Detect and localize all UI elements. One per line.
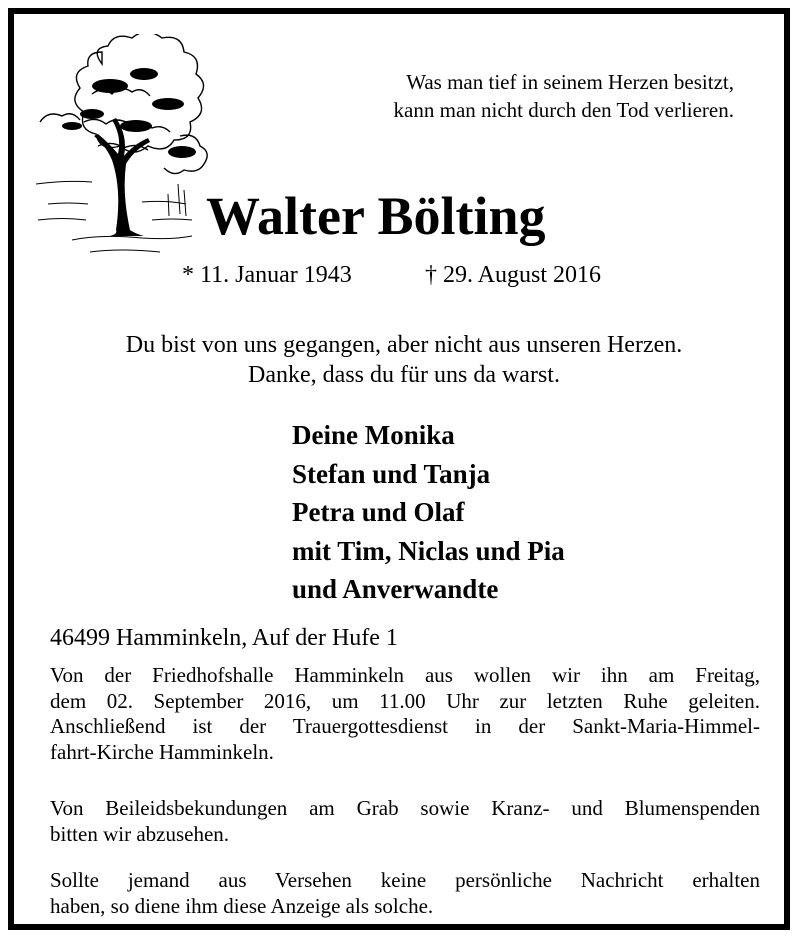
birth-date: * 11. Januar 1943 bbox=[182, 262, 352, 288]
text-line: dem 02. September 2016, um 11.00 Uhr zur letzten Ruhe geleiten. bbox=[50, 688, 760, 713]
farewell-message bbox=[54, 330, 754, 390]
tree-icon bbox=[32, 34, 222, 264]
notification-paragraph bbox=[50, 868, 760, 919]
funeral-info-paragraph bbox=[50, 663, 760, 765]
mourner-line: Deine Monika bbox=[292, 420, 455, 450]
farewell-line: Du bist von uns gegangen, aber nicht aus unseren Herzen. bbox=[125, 332, 683, 358]
mourner-line: Stefan und Tanja bbox=[292, 458, 491, 489]
text-line: Von der Friedhofshalle Hamminkeln aus wollen wir ihn am Freitag, bbox=[50, 663, 760, 687]
text-line: fahrt-Kirche Hamminkeln. bbox=[50, 739, 274, 764]
text-line: Anschließend ist der Trauergottesdienst in der Sankt-Maria-Himmel- bbox=[50, 714, 760, 738]
farewell-line: Danke, dass du für uns da warst. bbox=[248, 362, 560, 388]
text-line: Sollte jemand aus Versehen keine persönliche Nachricht erhalten bbox=[50, 868, 760, 892]
death-date: † 29. August 2016 bbox=[425, 262, 602, 288]
text-line: bitten wir abzusehen. bbox=[50, 821, 230, 846]
text-line: Von Beileidsbekundungen am Grab sowie Kranz- und Blumenspenden bbox=[50, 796, 760, 820]
deceased-name: Walter Bölting bbox=[206, 186, 546, 246]
mourner-line: und Anverwandte bbox=[292, 574, 499, 604]
condolence-request-paragraph bbox=[50, 796, 760, 847]
text-line: haben, so diene ihm diese Anzeige als solche. bbox=[50, 893, 434, 918]
quote-line: Was man tief in seinem Herzen besitzt, bbox=[406, 70, 734, 94]
mourner-line: Petra und Olaf bbox=[292, 497, 465, 527]
mourners-list bbox=[292, 416, 565, 609]
memorial-quote bbox=[290, 68, 734, 124]
mourner-line: mit Tim, Niclas und Pia bbox=[292, 535, 565, 566]
obituary-notice bbox=[8, 8, 790, 930]
quote-line: kann man nicht durch den Tod verlieren. bbox=[393, 98, 734, 122]
family-address: 46499 Hamminkeln, Auf der Hufe 1 bbox=[50, 625, 398, 651]
